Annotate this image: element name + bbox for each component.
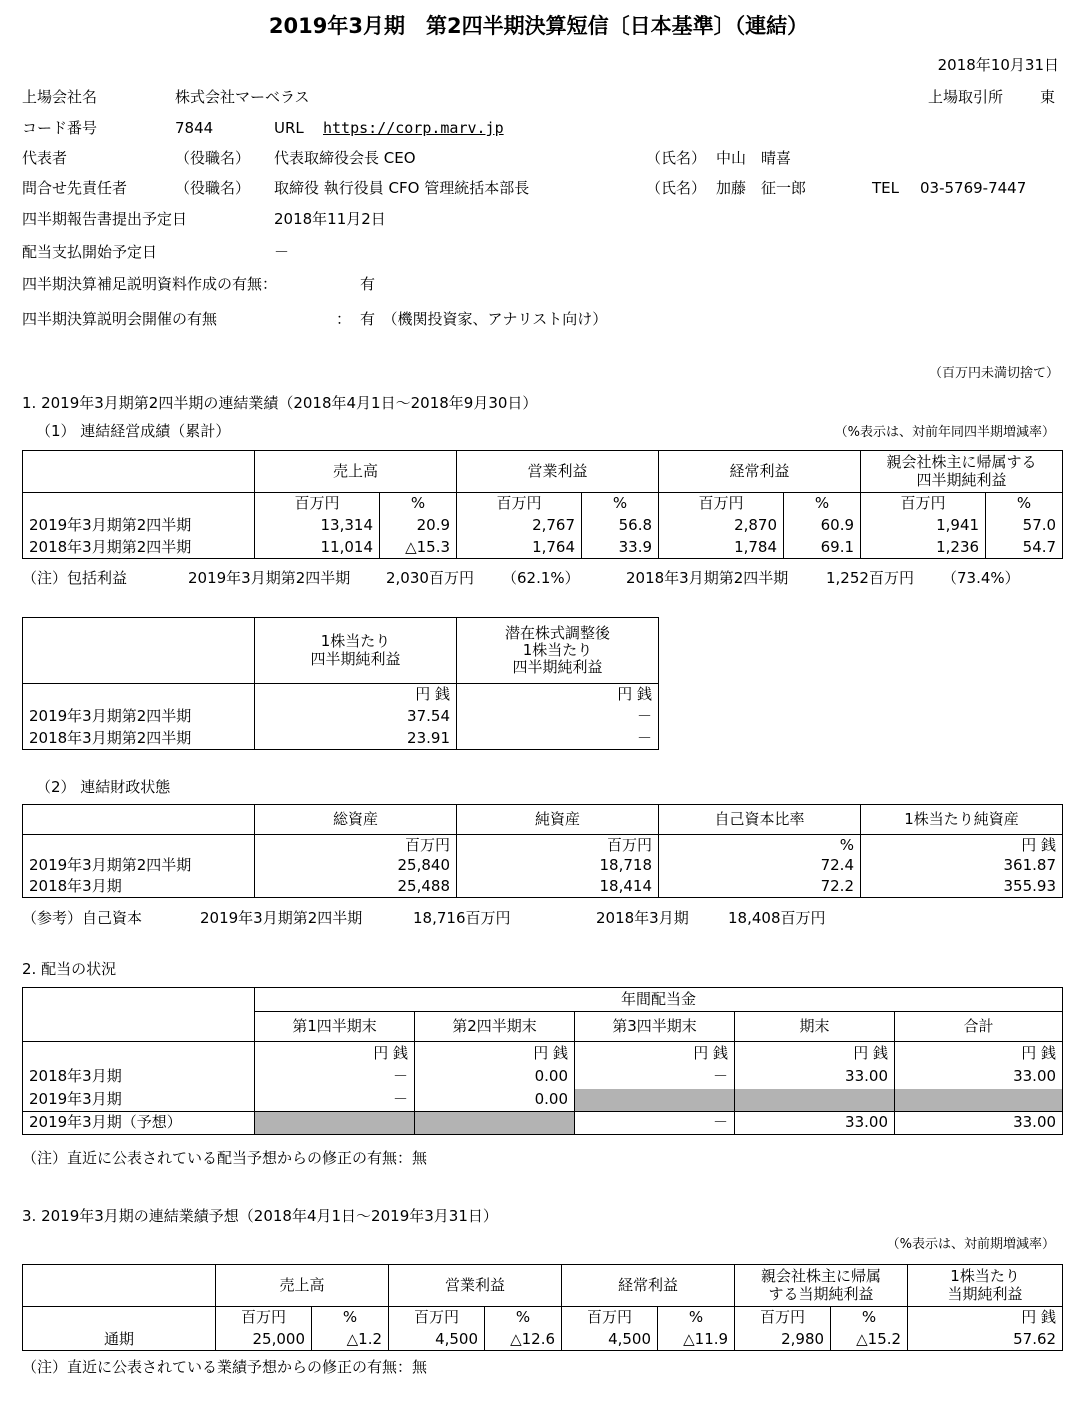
table-row <box>23 1329 1063 1351</box>
unit-mil: 百万円 <box>861 493 986 515</box>
cell: △15.3 <box>380 537 457 559</box>
comprehensive-income-pct2: （73.4%） <box>942 569 1020 587</box>
header-ordinary-income: 経常利益 <box>562 1265 735 1307</box>
section1-sub2: （2） 連結財政状態 <box>36 778 171 796</box>
document-title: 2019年3月期 第2四半期決算短信〔日本基準〕（連結） <box>268 14 809 38</box>
header-q2: 第2四半期末 <box>415 1012 575 1042</box>
header-equity-ratio: 自己資本比率 <box>659 805 861 835</box>
unit: 百万円 <box>457 835 659 856</box>
report-date-value: 2018年11月2日 <box>274 210 386 228</box>
briefing-label: 四半期決算説明会開催の有無 <box>22 310 218 328</box>
row-label: 2019年3月期 <box>23 1089 255 1112</box>
financial-position-table <box>22 804 1063 898</box>
code-label: コード番号 <box>22 119 98 137</box>
url-label: URL <box>274 119 304 137</box>
row-label: 2019年3月期第2四半期 <box>23 515 255 537</box>
unit-yen: 円 銭 <box>457 684 659 706</box>
comprehensive-income-period2: 2018年3月期第2四半期 <box>626 569 789 587</box>
cell: 0.00 <box>415 1066 575 1089</box>
exchange-label: 上場取引所 <box>928 88 1004 106</box>
header-bps: 1株当たり純資産 <box>861 805 1063 835</box>
equity-ref-label: （参考）自己資本 <box>22 909 143 927</box>
row-label: 2019年3月期第2四半期 <box>23 706 255 728</box>
unit-yen: 円 銭 <box>735 1042 895 1066</box>
contact-name-label: （氏名） <box>646 179 707 197</box>
cell: 13,314 <box>255 515 380 537</box>
tel-value: 03-5769-7447 <box>920 179 1027 197</box>
unit-mil: 百万円 <box>389 1307 485 1329</box>
row-label: 2018年3月期第2四半期 <box>23 728 255 750</box>
row-label: 通期 <box>23 1329 216 1351</box>
dividend-date-value: － <box>274 243 290 261</box>
header-operating-income: 営業利益 <box>389 1265 562 1307</box>
contact-role: 取締役 執行役員 CFO 管理統括本部長 <box>274 179 530 197</box>
cell: 37.54 <box>255 706 457 728</box>
header-diluted-eps: 潜在株式調整後 1株当たり 四半期純利益 <box>457 618 659 684</box>
exchange-value: 東 <box>1040 88 1056 106</box>
header-eps: 1株当たり 四半期純利益 <box>255 618 457 684</box>
cell: 361.87 <box>861 856 1063 877</box>
briefing-value: 有 （機関投資家、アナリスト向け） <box>360 310 608 328</box>
header-annual-dividend: 年間配当金 <box>255 988 1063 1012</box>
unit-pct: % <box>582 493 659 515</box>
rep-name-label: （氏名） <box>646 149 707 167</box>
table-row <box>23 706 659 728</box>
header-sales: 売上高 <box>216 1265 389 1307</box>
report-date: 2018年10月31日 <box>937 56 1059 74</box>
shaded-cell <box>575 1089 735 1112</box>
eps-table <box>22 617 659 750</box>
cell: 33.00 <box>735 1112 895 1135</box>
equity-ref-period1: 2019年3月期第2四半期 <box>200 909 363 927</box>
supplement-label: 四半期決算補足説明資料作成の有無： <box>22 275 278 293</box>
unit-yen: 円 銭 <box>575 1042 735 1066</box>
cell: － <box>457 728 659 750</box>
unit-yen: 円 銭 <box>415 1042 575 1066</box>
cell: 33.9 <box>582 537 659 559</box>
forecast-table <box>22 1264 1063 1351</box>
table-row <box>23 1089 1063 1112</box>
cell: 33.00 <box>895 1066 1063 1089</box>
equity-ref-value1: 18,716百万円 <box>413 909 511 927</box>
cell: 2,980 <box>735 1329 831 1351</box>
contact-label: 問合せ先責任者 <box>22 179 128 197</box>
section3-pct-note: （%表示は、対前期増減率） <box>886 1237 1055 1252</box>
cell: 18,414 <box>457 877 659 898</box>
row-label: 2019年3月期第2四半期 <box>23 856 255 877</box>
cell: 4,500 <box>562 1329 658 1351</box>
shaded-cell <box>735 1089 895 1112</box>
unit-yen: 円 銭 <box>895 1042 1063 1066</box>
table-row <box>23 1112 1063 1135</box>
comprehensive-income-pct1: （62.1%） <box>502 569 580 587</box>
unit-mil: 百万円 <box>735 1307 831 1329</box>
cell: 0.00 <box>415 1089 575 1112</box>
unit: % <box>659 835 861 856</box>
cell: 355.93 <box>861 877 1063 898</box>
forecast-revision-note: （注）直近に公表されている業績予想からの修正の有無：無 <box>22 1358 428 1376</box>
unit: 百万円 <box>255 835 457 856</box>
section1-pct-note: （%表示は、対前年同四半期増減率） <box>834 425 1055 440</box>
comprehensive-income-value2: 1,252百万円 <box>826 569 914 587</box>
cell: 57.62 <box>908 1329 1063 1351</box>
contact-role-label: （役職名） <box>175 179 251 197</box>
cell: 57.0 <box>986 515 1063 537</box>
shaded-cell <box>415 1112 575 1135</box>
cell: 25,488 <box>255 877 457 898</box>
cell: 25,840 <box>255 856 457 877</box>
comprehensive-income-label: （注）包括利益 <box>22 569 128 587</box>
unit-pct: % <box>485 1307 562 1329</box>
cell: 33.00 <box>735 1066 895 1089</box>
unit-yen: 円 銭 <box>255 1042 415 1066</box>
cell: 4,500 <box>389 1329 485 1351</box>
unit-mil: 百万円 <box>255 493 380 515</box>
unit-mil: 百万円 <box>562 1307 658 1329</box>
cell: 1,784 <box>659 537 784 559</box>
equity-ref-value2: 18,408百万円 <box>728 909 826 927</box>
unit-pct: % <box>312 1307 389 1329</box>
cell: － <box>575 1112 735 1135</box>
cell: 2,870 <box>659 515 784 537</box>
unit: 円 銭 <box>861 835 1063 856</box>
comprehensive-income-value1: 2,030百万円 <box>386 569 474 587</box>
supplement-value: 有 <box>360 275 376 293</box>
unit-yen: 円 銭 <box>255 684 457 706</box>
section3-heading: 3. 2019年3月期の連結業績予想（2018年4月1日～2019年3月31日） <box>22 1207 498 1225</box>
shaded-cell <box>895 1089 1063 1112</box>
cell: 18,718 <box>457 856 659 877</box>
cell: △11.9 <box>658 1329 735 1351</box>
cell: － <box>575 1066 735 1089</box>
header-net-income: 親会社株主に帰属する 四半期純利益 <box>861 451 1063 493</box>
shaded-cell <box>255 1112 415 1135</box>
section1-sub1: （1） 連結経営成績（累計） <box>36 422 231 440</box>
header-eps: 1株当たり 当期純利益 <box>908 1265 1063 1307</box>
cell: △12.6 <box>485 1329 562 1351</box>
code-value: 7844 <box>175 119 214 137</box>
tel-label: TEL <box>872 179 899 197</box>
cell: 56.8 <box>582 515 659 537</box>
table-row <box>23 728 659 750</box>
company-label: 上場会社名 <box>22 88 98 106</box>
header-ordinary-income: 経常利益 <box>659 451 861 493</box>
unit-pct: % <box>831 1307 908 1329</box>
cell: 72.2 <box>659 877 861 898</box>
dividend-table <box>22 987 1063 1135</box>
unit-note: （百万円未満切捨て） <box>928 366 1059 381</box>
cell: 23.91 <box>255 728 457 750</box>
company-name: 株式会社マーベラス <box>175 88 310 106</box>
briefing-colon: ： <box>336 310 352 328</box>
cell: 25,000 <box>216 1329 312 1351</box>
rep-role-label: （役職名） <box>175 149 251 167</box>
report-date-label: 四半期報告書提出予定日 <box>22 210 188 228</box>
rep-label: 代表者 <box>22 149 68 167</box>
header-year-end: 期末 <box>735 1012 895 1042</box>
cell: 33.00 <box>895 1112 1063 1135</box>
header-operating-income: 営業利益 <box>457 451 659 493</box>
unit-pct: % <box>784 493 861 515</box>
cell: 69.1 <box>784 537 861 559</box>
contact-name: 加藤 征一郎 <box>716 179 807 197</box>
cell: 20.9 <box>380 515 457 537</box>
section1-heading: 1. 2019年3月期第2四半期の連結業績（2018年4月1日～2018年9月30日） <box>22 394 538 412</box>
cell: 11,014 <box>255 537 380 559</box>
table-row <box>23 856 1063 877</box>
cell: △1.2 <box>312 1329 389 1351</box>
section2-heading: 2. 配当の状況 <box>22 960 117 978</box>
cell: － <box>457 706 659 728</box>
rep-name: 中山 晴喜 <box>716 149 792 167</box>
cell: 60.9 <box>784 515 861 537</box>
cell: 54.7 <box>986 537 1063 559</box>
cell: 1,236 <box>861 537 986 559</box>
header-q1: 第1四半期末 <box>255 1012 415 1042</box>
header-sales: 売上高 <box>255 451 457 493</box>
equity-ref-period2: 2018年3月期 <box>596 909 689 927</box>
url-link[interactable]: https://corp.marv.jp <box>323 119 504 137</box>
unit-pct: % <box>986 493 1063 515</box>
unit-pct: % <box>380 493 457 515</box>
cell: △15.2 <box>831 1329 908 1351</box>
rep-role: 代表取締役会長 CEO <box>274 149 416 167</box>
dividend-date-label: 配当支払開始予定日 <box>22 243 158 261</box>
unit-mil: 百万円 <box>659 493 784 515</box>
row-label: 2019年3月期（予想） <box>23 1112 255 1135</box>
cell: 2,767 <box>457 515 582 537</box>
cell: 72.4 <box>659 856 861 877</box>
unit-pct: % <box>658 1307 735 1329</box>
header-net-assets: 純資産 <box>457 805 659 835</box>
dividend-revision-note: （注）直近に公表されている配当予想からの修正の有無：無 <box>22 1149 428 1167</box>
cell: － <box>255 1089 415 1112</box>
table-row <box>23 537 1063 559</box>
unit-mil: 百万円 <box>216 1307 312 1329</box>
header-net-income: 親会社株主に帰属 する当期純利益 <box>735 1265 908 1307</box>
table-row <box>23 515 1063 537</box>
header-total-assets: 総資産 <box>255 805 457 835</box>
header-q3: 第3四半期末 <box>575 1012 735 1042</box>
row-label: 2018年3月期 <box>23 1066 255 1089</box>
table-row <box>23 1066 1063 1089</box>
cell: 1,764 <box>457 537 582 559</box>
header-total: 合計 <box>895 1012 1063 1042</box>
row-label: 2018年3月期 <box>23 877 255 898</box>
row-label: 2018年3月期第2四半期 <box>23 537 255 559</box>
unit-mil: 百万円 <box>457 493 582 515</box>
unit-yen: 円 銭 <box>908 1307 1063 1329</box>
table-row <box>23 877 1063 898</box>
cell: 1,941 <box>861 515 986 537</box>
comprehensive-income-period1: 2019年3月期第2四半期 <box>188 569 351 587</box>
results-table <box>22 450 1063 559</box>
cell: － <box>255 1066 415 1089</box>
